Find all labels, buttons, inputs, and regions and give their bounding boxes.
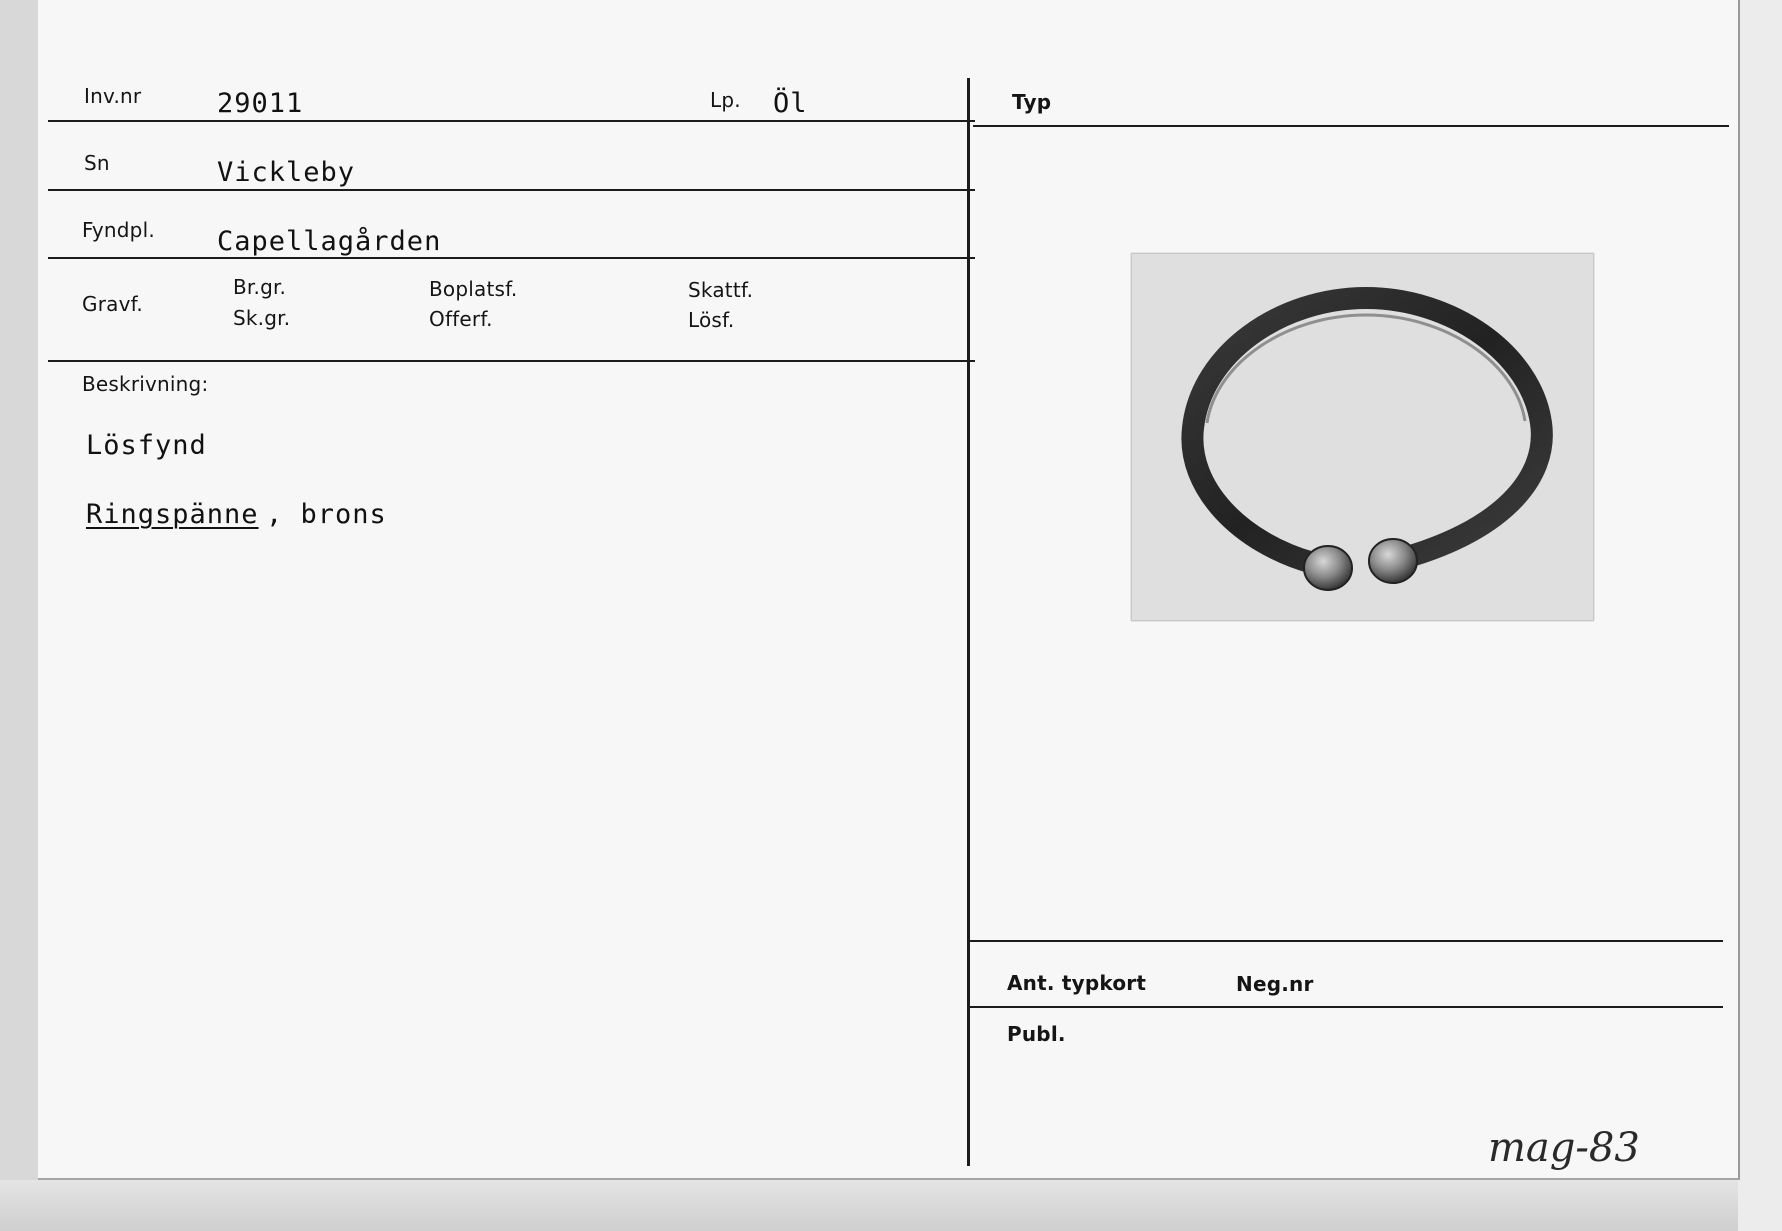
rule-ant-top <box>969 940 1723 942</box>
rule-ant-bottom <box>969 1006 1723 1008</box>
scan-background-bottom <box>0 1180 1782 1231</box>
rule-inv <box>48 120 975 122</box>
scan-background-right <box>1738 0 1782 1231</box>
rule-gravf <box>48 360 975 362</box>
catalog-card <box>38 0 1740 1180</box>
fyndpl-value: Capellagården <box>217 226 442 257</box>
rule-sn <box>48 189 975 191</box>
typ-label: Typ <box>1012 90 1052 114</box>
ant-typkort-label: Ant. typkort <box>1007 971 1147 995</box>
gravf-label: Gravf. <box>82 292 143 316</box>
skattf-label: Skattf. <box>688 278 754 302</box>
description-line-1: Lösfynd <box>86 430 207 461</box>
lp-label: Lp. <box>710 88 741 112</box>
losf-label: Lösf. <box>688 308 735 332</box>
beskrivning-label: Beskrivning: <box>82 372 209 396</box>
sn-value: Vickleby <box>217 157 356 188</box>
inv-value: 29011 <box>217 88 304 119</box>
brgr-label: Br.gr. <box>233 275 287 299</box>
description-line-2-object: Ringspänne <box>86 499 259 530</box>
inv-label: Inv.nr <box>84 84 142 108</box>
rule-fyndpl <box>48 257 975 259</box>
skgr-label: Sk.gr. <box>233 306 291 330</box>
publ-label: Publ. <box>1007 1022 1066 1046</box>
rule-typ <box>973 125 1729 127</box>
lp-value: Öl <box>773 88 808 119</box>
column-divider <box>967 78 970 1166</box>
negnr-label: Neg.nr <box>1236 972 1314 996</box>
boplatsf-label: Boplatsf. <box>429 277 518 301</box>
sn-label: Sn <box>84 151 110 175</box>
description-line-2-material: , brons <box>266 499 387 530</box>
offerf-label: Offerf. <box>429 307 493 331</box>
fyndpl-label: Fyndpl. <box>82 218 155 242</box>
ring-brooch-image <box>1131 253 1594 621</box>
handwritten-note: mag-83 <box>1488 1125 1640 1171</box>
object-photograph <box>1131 253 1594 621</box>
